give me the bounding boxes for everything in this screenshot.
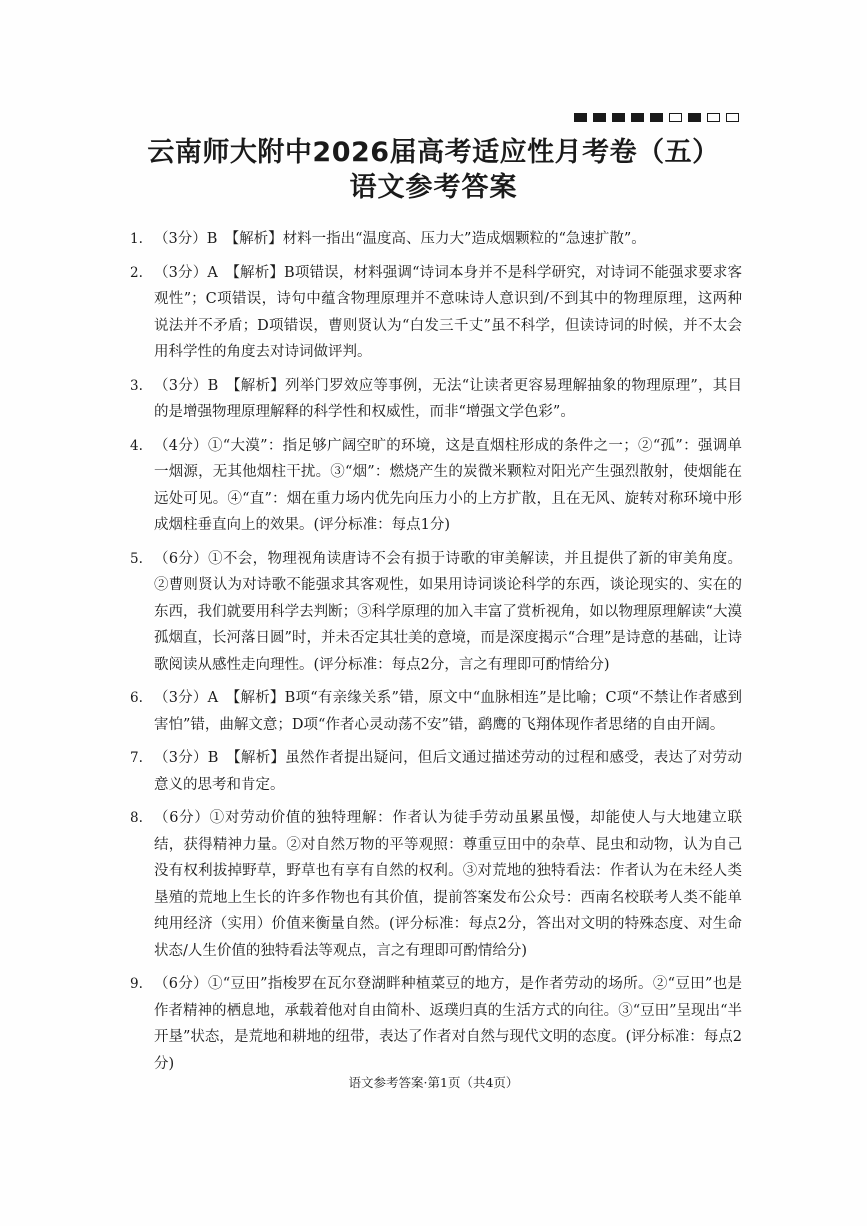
header-marker-squares bbox=[574, 113, 739, 122]
answer-text: （3分）A 【解析】B项“有亲缘关系”错，原文中“血脉相连”是比喻；C项“不禁让作者感到害怕”错，曲解文意；D项“作者心灵动荡不安”错，鹞鹰的飞翔体现作者思绪的自由开阔。 bbox=[154, 690, 742, 733]
answer-text: （3分）A 【解析】B项错误，材料强调“诗词本身并不是科学研究，对诗词不能强求要求客观性”；C项错误，诗句中蕴含物理原理并不意味诗人意识到/不到其中的物理原理，这两种说法并不矛盾；D项错误，曹则贤认为“白发三千丈”虽不科学，但读诗词的时候，并不太会用科学性的角度去对诗词做评判。 bbox=[154, 264, 742, 360]
answer-item bbox=[130, 260, 742, 366]
answer-number: 9. bbox=[130, 976, 143, 992]
filled-square-marker bbox=[574, 113, 587, 122]
filled-square-marker bbox=[688, 113, 701, 122]
answer-text: （3分）B 【解析】列举门罗效应等事例，无法“让读者更容易理解抽象的物理原理”，其目的是增强物理原理解释的科学性和权威性，而非“增强文学色彩”。 bbox=[154, 377, 742, 420]
page-subtitle: 语文参考答案 bbox=[349, 172, 518, 203]
filled-square-marker bbox=[612, 113, 625, 122]
answer-number: 6. bbox=[130, 690, 143, 706]
answer-number: 5. bbox=[130, 550, 143, 567]
filled-square-marker bbox=[593, 113, 606, 122]
answer-text: （3分）B 【解析】材料一指出“温度高、压力大”造成烟颗粒的“急速扩散”。 bbox=[154, 231, 646, 247]
answer-text: （6分）①“豆田”指梭罗在瓦尔登湖畔种植菜豆的地方，是作者劳动的场所。②“豆田”也是作者精神的栖息地，承载着他对自由简朴、返璞归真的生活方式的向往。③“豆田”呈现出“半开垦”状态，是荒地和耕地的纽带，表达了作者对自然与现代文明的态度。(评分标准：每点2分) bbox=[154, 976, 742, 1072]
answer-number: 1. bbox=[130, 231, 143, 247]
answer-text: （3分）B 【解析】虽然作者提出疑问，但后文通过描述劳动的过程和感受，表达了对劳动意义的思考和肯定。 bbox=[154, 750, 742, 793]
answer-item bbox=[130, 805, 742, 964]
answer-number: 4. bbox=[130, 437, 143, 454]
answer-number: 8. bbox=[130, 810, 143, 826]
answer-number: 7. bbox=[130, 750, 143, 766]
answer-number: 2. bbox=[130, 264, 143, 281]
empty-square-marker bbox=[726, 113, 739, 122]
page-title: 云南师大附中2026届高考适应性月考卷（五） bbox=[147, 137, 720, 168]
empty-square-marker bbox=[707, 113, 720, 122]
answer-item bbox=[130, 685, 742, 738]
answer-item bbox=[130, 226, 742, 253]
answer-item bbox=[130, 373, 742, 426]
answer-list bbox=[130, 226, 742, 1084]
answer-text: （4分）①“大漠”：指足够广阔空旷的环境，这是直烟柱形成的条件之一；②“孤”：强调单一烟源，无其他烟柱干扰。③“烟”：燃烧产生的炭微米颗粒对阳光产生强烈散射，使烟能在远处可见。④“直”：烟在重力场内优先向压力小的上方扩散，且在无风、旋转对称环境中形成烟柱垂直向上的效果。(评分标准：每点1分) bbox=[154, 437, 742, 533]
answer-item bbox=[130, 433, 742, 539]
answer-text: （6分）①不会，物理视角读唐诗不会有损于诗歌的审美解读，并且提供了新的审美角度。②曹则贤认为对诗歌不能强求其客观性，如果用诗词谈论科学的东西，谈论现实的、实在的东西，我们就要用科学去判断；③科学原理的加入丰富了赏析视角，如以物理原理解读“大漠孤烟直，长河落日圆”时，并未否定其壮美的意境，而是深度揭示“合理”是诗意的基础，让诗歌阅读从感性走向理性。(评分标准：每点2分，言之有理即可酌情给分) bbox=[154, 550, 742, 673]
filled-square-marker bbox=[631, 113, 644, 122]
empty-square-marker bbox=[669, 113, 682, 122]
page-footer: 语文参考答案·第1页（共4页） bbox=[348, 1075, 519, 1090]
answer-item bbox=[130, 971, 742, 1077]
answer-number: 3. bbox=[130, 377, 143, 394]
answer-item bbox=[130, 745, 742, 798]
answer-item bbox=[130, 546, 742, 679]
filled-square-marker bbox=[650, 113, 663, 122]
answer-text: （6分）①对劳动价值的独特理解：作者认为徒手劳动虽累虽慢，却能使人与大地建立联结，获得精神力量。②对自然万物的平等观照：尊重豆田中的杂草、昆虫和动物，认为自己没有权利拔掉野草，野草也有享有自然的权利。③对荒地的独特看法：作者认为在未经人类垦殖的荒地上生长的许多作物也有其价值，提前答案发布公众号：西南名校联考人类不能单纯用经济（实用）价值来衡量自然。(评分标准：每点2分，答出对文明的特殊态度、对生命状态/人生价值的独特看法等观点，言之有理即可酌情给分) bbox=[154, 810, 742, 959]
